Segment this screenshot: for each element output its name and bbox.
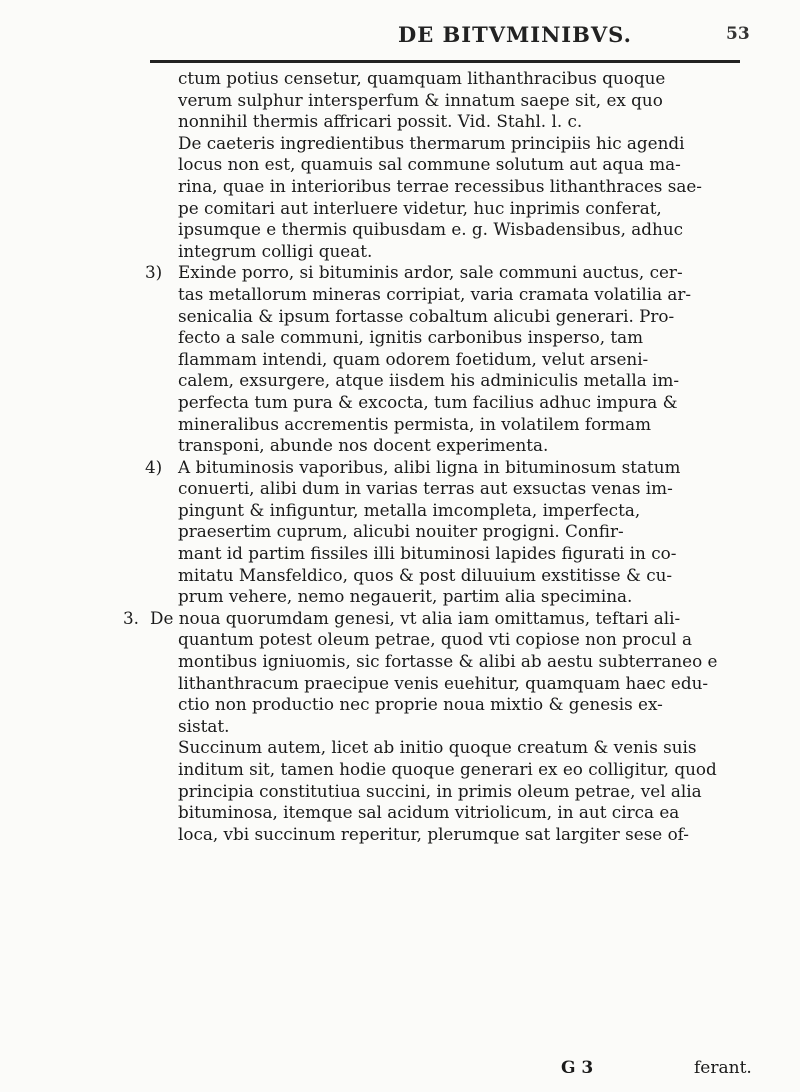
text-line: senicalia & ipsum fortasse cobaltum alicubi generari. Pro-	[178, 305, 675, 326]
text-line: pingunt & infiguntur, metalla imcompleta, imperfecta,	[178, 499, 641, 520]
text-line	[145, 262, 745, 284]
text-line: fecto a sale communi, ignitis carbonibus inspersо, tam	[178, 327, 644, 348]
text-line-content: Exinde porro, si bituminis ardor, sale communi auctus, cer-	[178, 262, 683, 283]
text-line: mant id partim fissiles illi bituminosi lapides figurati in co-	[178, 543, 677, 564]
item-marker: 3)	[145, 262, 163, 283]
text-line	[145, 456, 745, 479]
body-text	[123, 68, 745, 845]
signature-mark: G 3	[561, 1058, 594, 1078]
text-line: loca, vbi succinum reperitur, plerumque sat largiter sese of-	[178, 823, 689, 844]
text-line: perfecta tum pura & excocta, tum facilius adhuc impura &	[178, 391, 678, 412]
text-line: praesertim cuprum, alicubi nouiter progigni. Confir-	[178, 521, 624, 542]
text-line: integrum colligi queat.	[178, 240, 373, 261]
text-line: lithanthracum praecipue venis euehitur, quamquam haec edu-	[178, 672, 709, 693]
page-header	[0, 22, 800, 62]
text-line: verum sulphur intersperfum & innatum saepe sit, ex quo	[178, 89, 663, 110]
text-line: De caeteris ingredientibus thermarum principiis hic agendi	[178, 132, 685, 153]
text-line: tas metallorum mineras corripiat, varia cramata volatilia ar-	[178, 283, 692, 304]
page-footer	[0, 1058, 800, 1090]
text-line: locus non est, quamuis sal commune solutum aut aqua ma-	[178, 154, 681, 175]
catchword: ferant.	[694, 1058, 752, 1078]
text-line: prum vehere, nemo negauerit, partim alia specimina.	[178, 586, 633, 607]
text-line: conuerti, alibi dum in varias terras aut exsuctas venas im-	[178, 478, 673, 499]
text-line: ctio non productio nec proprie noua mixtio & genesis ex-	[178, 694, 663, 715]
text-line: ctum potius censetur, quamquam lithanthracibus quoque	[178, 68, 666, 88]
text-line-content: A bituminosis vaporibus, alibi ligna in bituminosum statum	[178, 456, 681, 477]
text-line: mitatu Mansfeldico, quos & post diluuium exstitisse & cu-	[178, 564, 673, 585]
text-line: mineralibus accrementis permista, in volatilem formam	[178, 413, 652, 434]
section-marker: 3.	[123, 607, 140, 628]
text-line: montibus igniuomis, sic fortasse & alibi ab aestu subterraneo e	[178, 651, 718, 672]
page-number: 53	[726, 24, 750, 44]
text-line	[123, 607, 745, 630]
running-head: DE BITVMINIBVS.	[398, 22, 632, 47]
text-line: rina, quae in interioribus terrae recessibus lithanthraces sae-	[178, 175, 702, 196]
text-line: ipsumque e thermis quibusdam e. g. Wisbadensibus, adhuc	[178, 219, 684, 240]
text-line: nonnihil thermis affricari possit. Vid. Stahl. l. c.	[178, 111, 583, 132]
text-line: Succinum autem, licet ab initio quoque creatum & venis suis	[178, 737, 697, 758]
text-line: calem, exsurgere, atque iisdem his adminiculis metalla im-	[178, 370, 680, 391]
text-line: quantum potest oleum petrae, quod vti copiose non procul a	[178, 629, 692, 650]
text-line-content: De noua quorumdam genesi, vt alia iam omittamus, teftari ali-	[150, 607, 681, 628]
text-line: pe comitari aut interluere videtur, huc inprimis conferat,	[178, 197, 662, 218]
text-line: inditum sit, tamen hodie quoque generari ex eo colligitur, quod	[178, 759, 717, 779]
text-line: flammam intendi, quam odorem foetidum, velut arseni-	[178, 348, 649, 369]
text-line: principia constitutiua succini, in primis oleum petrae, vel alia	[178, 780, 702, 801]
header-rule	[150, 60, 740, 63]
text-line: transponi, abunde nos docent experimenta.	[178, 435, 549, 456]
item-marker: 4)	[145, 456, 163, 477]
text-line: bituminosa, itemque sal acidum vitriolicum, in aut circa ea	[178, 802, 680, 823]
text-line: sistat.	[178, 715, 230, 736]
